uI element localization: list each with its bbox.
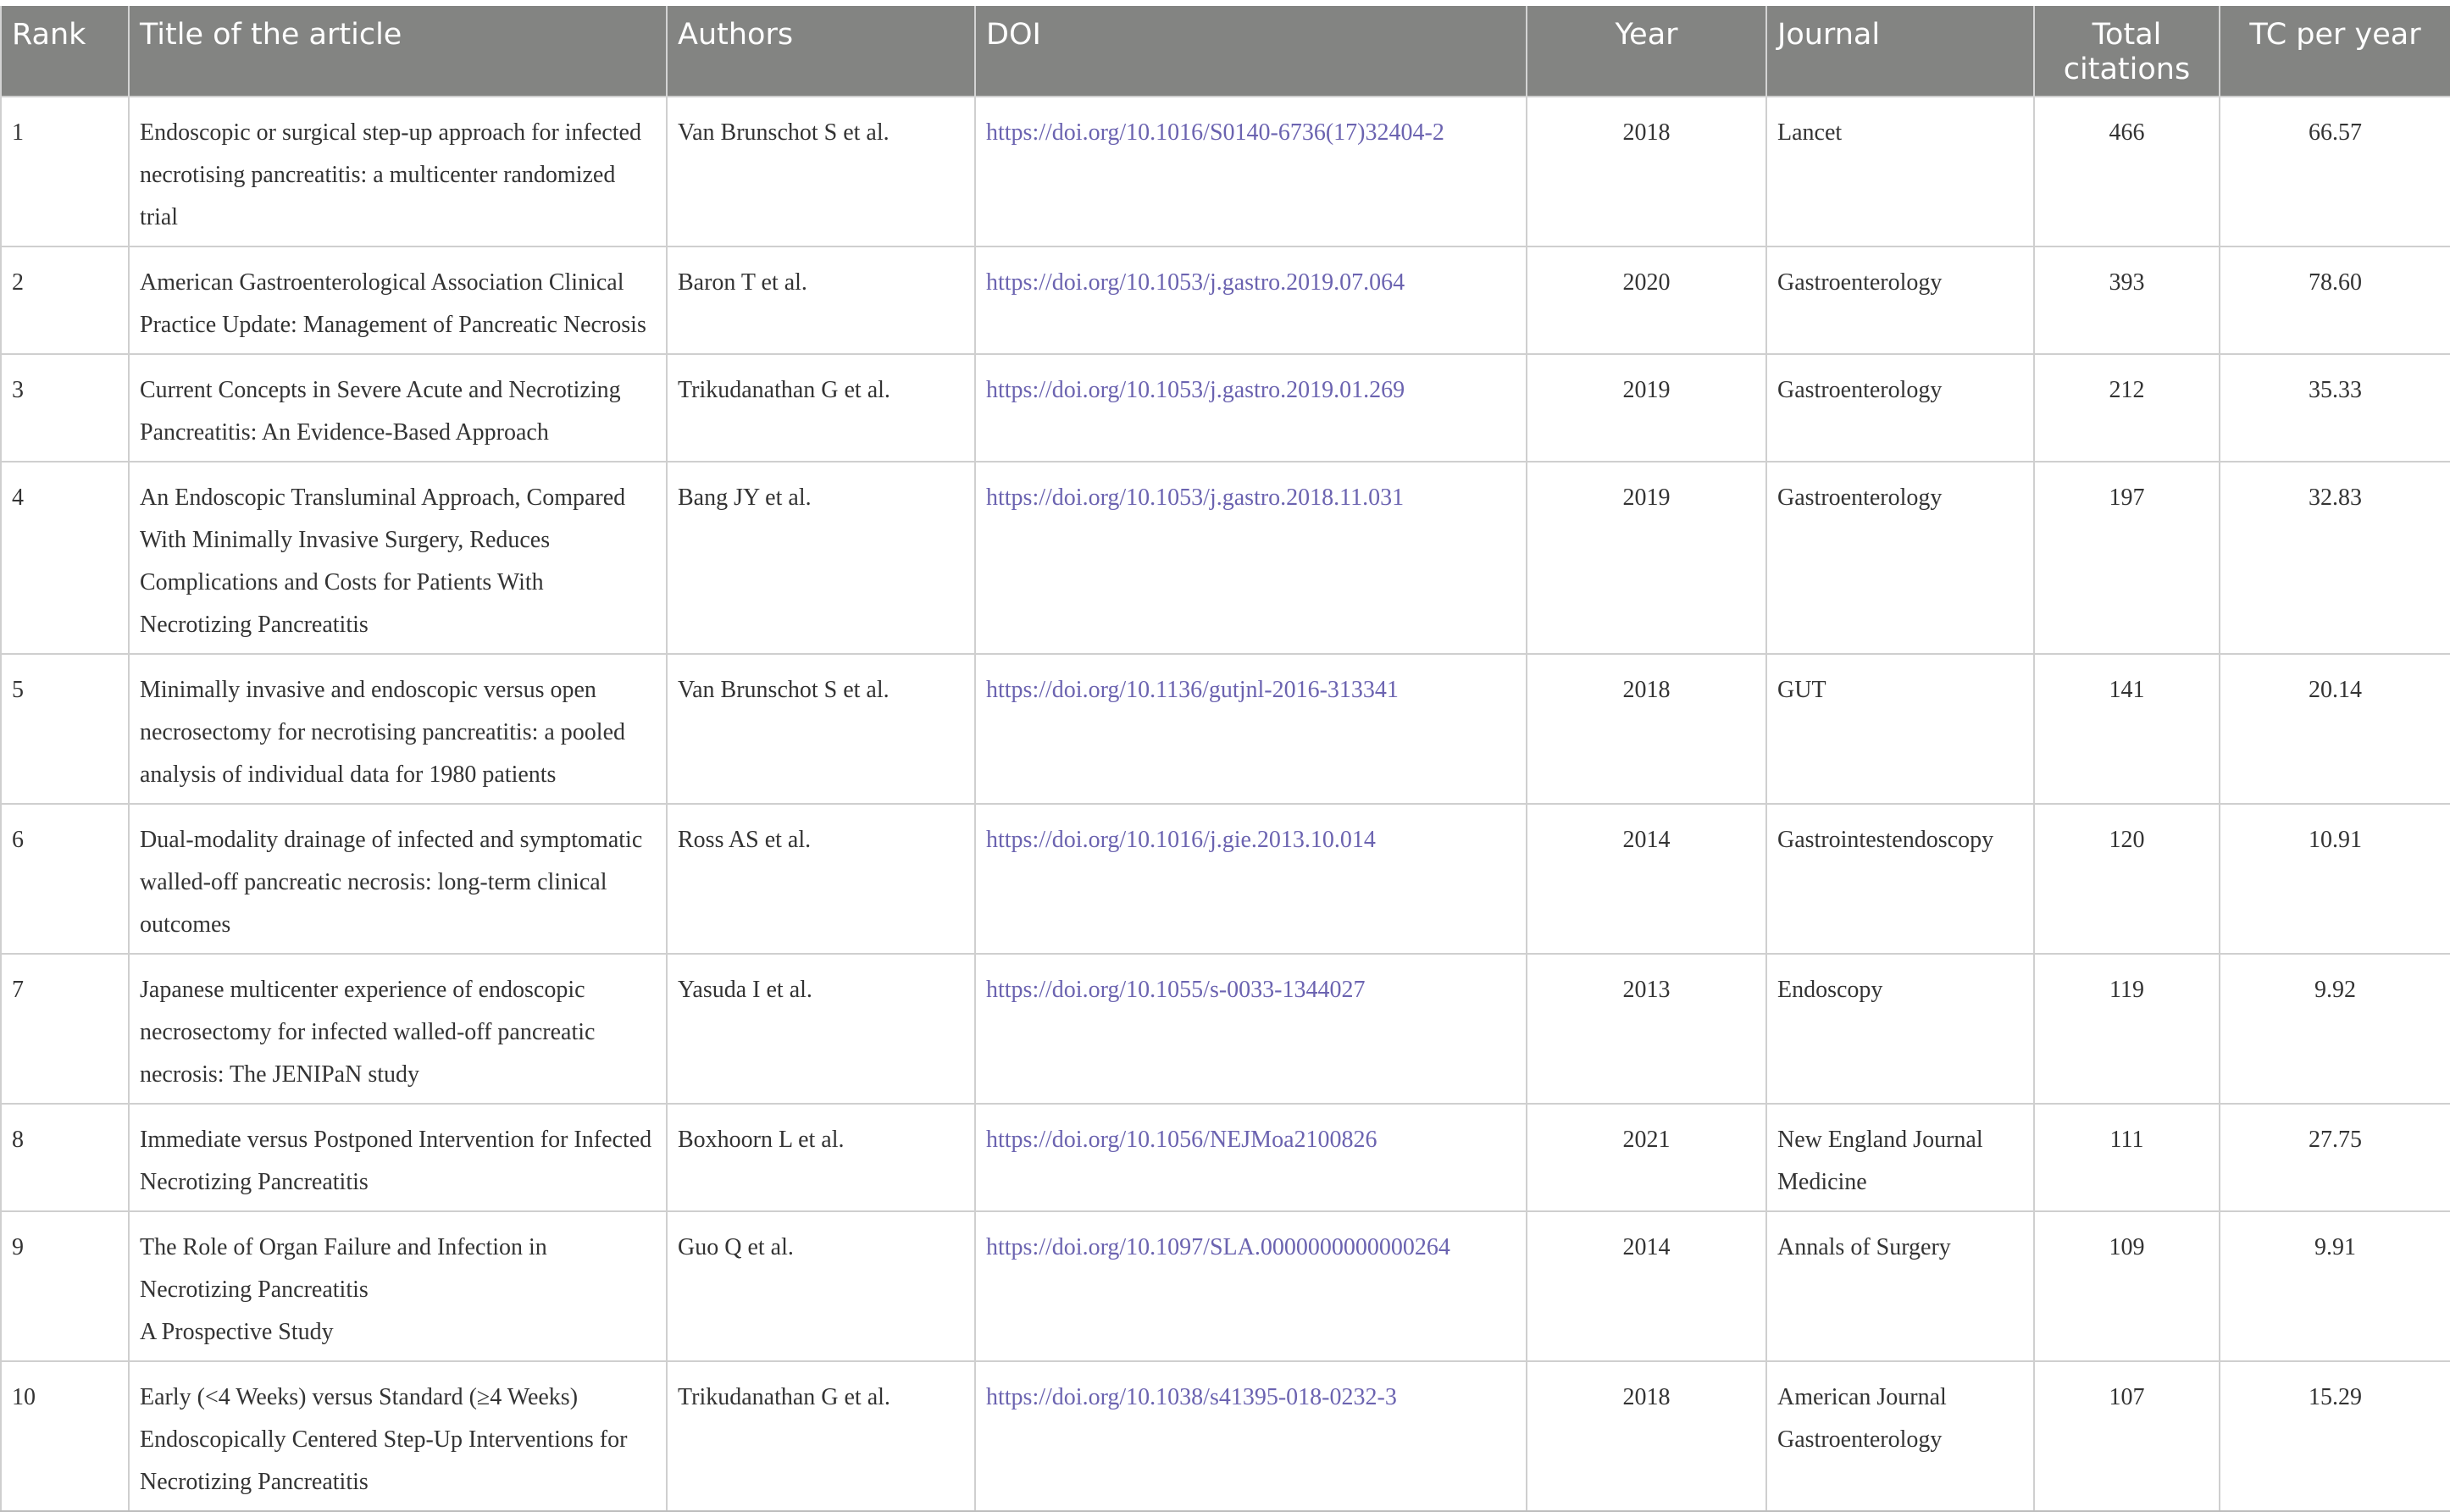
col-header-year: Year [1527, 6, 1766, 97]
table-row [1, 954, 2450, 1104]
table-row [1, 246, 2450, 354]
cell-title [129, 1361, 667, 1511]
cell-year: 2013 [1527, 954, 1766, 1104]
cell-doi-link[interactable]: https://doi.org/10.1053/j.gastro.2019.07.064 [975, 246, 1527, 354]
cell-total-citations: 119 [2034, 954, 2220, 1104]
article-title: Early (<4 Weeks) versus Standard (≥4 Weeks) Endoscopically Centered Step-Up Interventions for Necrotizing Pancreatitis [140, 1384, 628, 1495]
article-title: Endoscopic or surgical step-up approach for infected necrotising pancreatitis: a multicenter randomized trial [140, 119, 641, 230]
col-header-tc-per-year: TC per year [2220, 6, 2450, 97]
cell-journal: Gastroenterology [1766, 246, 2034, 354]
cell-doi-link[interactable]: https://doi.org/10.1056/NEJMoa2100826 [975, 1104, 1527, 1211]
cell-tc-per-year: 32.83 [2220, 462, 2450, 654]
cell-rank: 2 [1, 246, 129, 354]
cell-total-citations: 212 [2034, 354, 2220, 462]
cell-doi-link[interactable]: https://doi.org/10.1053/j.gastro.2018.11.031 [975, 462, 1527, 654]
article-title: Immediate versus Postponed Intervention for Infected Necrotizing Pancreatitis [140, 1127, 652, 1195]
cell-title [129, 804, 667, 954]
cell-year: 2021 [1527, 1104, 1766, 1211]
cell-year: 2014 [1527, 804, 1766, 954]
cell-title [129, 462, 667, 654]
cell-journal: New England Journal Medicine [1766, 1104, 2034, 1211]
cell-doi-link[interactable]: https://doi.org/10.1038/s41395-018-0232-3 [975, 1361, 1527, 1511]
header-row [1, 6, 2450, 97]
cell-title [129, 1104, 667, 1211]
cell-total-citations: 109 [2034, 1211, 2220, 1361]
cell-authors: Boxhoorn L et al. [667, 1104, 975, 1211]
cell-tc-per-year: 9.91 [2220, 1211, 2450, 1361]
article-title: An Endoscopic Transluminal Approach, Compared With Minimally Invasive Surgery, Reduces Complications and Costs for Patients With Necrotizing Pancreatitis [140, 485, 626, 638]
table-row [1, 804, 2450, 954]
cell-doi-link[interactable]: https://doi.org/10.1055/s-0033-1344027 [975, 954, 1527, 1104]
cell-total-citations: 466 [2034, 97, 2220, 246]
cell-rank: 8 [1, 1104, 129, 1211]
cell-title [129, 246, 667, 354]
cell-journal: Endoscopy [1766, 954, 2034, 1104]
cell-tc-per-year: 35.33 [2220, 354, 2450, 462]
cell-rank: 5 [1, 654, 129, 804]
cell-year: 2019 [1527, 354, 1766, 462]
article-subtitle: A Prospective Study [140, 1319, 334, 1345]
cell-journal: Annals of Surgery [1766, 1211, 2034, 1361]
article-title: American Gastroenterological Association Clinical Practice Update: Management of Pancreatic Necrosis [140, 269, 646, 338]
table-row [1, 97, 2450, 246]
cell-title [129, 1211, 667, 1361]
article-title: The Role of Organ Failure and Infection in Necrotizing Pancreatitis [140, 1234, 547, 1303]
cell-authors: Van Brunschot S et al. [667, 654, 975, 804]
cell-doi-link[interactable]: https://doi.org/10.1016/j.gie.2013.10.014 [975, 804, 1527, 954]
cell-journal: Gastroenterology [1766, 462, 2034, 654]
table-row [1, 1211, 2450, 1361]
cell-journal: Gastroenterology [1766, 354, 2034, 462]
cell-total-citations: 111 [2034, 1104, 2220, 1211]
cell-total-citations: 197 [2034, 462, 2220, 654]
cell-year: 2018 [1527, 654, 1766, 804]
table-row [1, 1361, 2450, 1511]
cell-rank: 4 [1, 462, 129, 654]
cell-doi-link[interactable]: https://doi.org/10.1097/SLA.0000000000000264 [975, 1211, 1527, 1361]
cell-authors: Bang JY et al. [667, 462, 975, 654]
citations-table [0, 6, 2450, 1512]
col-header-doi: DOI [975, 6, 1527, 97]
cell-title [129, 654, 667, 804]
cell-authors: Trikudanathan G et al. [667, 1361, 975, 1511]
cell-total-citations: 393 [2034, 246, 2220, 354]
article-title: Dual-modality drainage of infected and symptomatic walled-off pancreatic necrosis: long-term clinical outcomes [140, 827, 643, 938]
cell-tc-per-year: 66.57 [2220, 97, 2450, 246]
article-title: Japanese multicenter experience of endoscopic necrosectomy for infected walled-off pancreatic necrosis: The JENIPaN study [140, 977, 596, 1088]
cell-tc-per-year: 78.60 [2220, 246, 2450, 354]
table-row [1, 654, 2450, 804]
cell-title [129, 354, 667, 462]
col-header-total-citations: Total citations [2034, 6, 2220, 97]
col-header-rank: Rank [1, 6, 129, 97]
cell-rank: 9 [1, 1211, 129, 1361]
cell-year: 2019 [1527, 462, 1766, 654]
cell-rank: 6 [1, 804, 129, 954]
cell-total-citations: 120 [2034, 804, 2220, 954]
cell-journal: Gastrointestendoscopy [1766, 804, 2034, 954]
cell-title [129, 954, 667, 1104]
cell-authors: Guo Q et al. [667, 1211, 975, 1361]
cell-year: 2020 [1527, 246, 1766, 354]
table-row [1, 354, 2450, 462]
cell-total-citations: 107 [2034, 1361, 2220, 1511]
cell-doi-link[interactable]: https://doi.org/10.1016/S0140-6736(17)32404-2 [975, 97, 1527, 246]
cell-doi-link[interactable]: https://doi.org/10.1136/gutjnl-2016-313341 [975, 654, 1527, 804]
cell-journal: Lancet [1766, 97, 2034, 246]
cell-authors: Ross AS et al. [667, 804, 975, 954]
cell-tc-per-year: 20.14 [2220, 654, 2450, 804]
cell-authors: Baron T et al. [667, 246, 975, 354]
table-row [1, 462, 2450, 654]
cell-tc-per-year: 27.75 [2220, 1104, 2450, 1211]
article-title: Minimally invasive and endoscopic versus open necrosectomy for necrotising pancreatitis: a pooled analysis of individual data for 1980 patients [140, 677, 626, 788]
cell-rank: 1 [1, 97, 129, 246]
cell-year: 2018 [1527, 1361, 1766, 1511]
cell-journal: GUT [1766, 654, 2034, 804]
cell-rank: 3 [1, 354, 129, 462]
cell-tc-per-year: 10.91 [2220, 804, 2450, 954]
col-header-authors: Authors [667, 6, 975, 97]
cell-total-citations: 141 [2034, 654, 2220, 804]
cell-journal: American Journal Gastroenterology [1766, 1361, 2034, 1511]
col-header-journal: Journal [1766, 6, 2034, 97]
cell-tc-per-year: 9.92 [2220, 954, 2450, 1104]
cell-year: 2014 [1527, 1211, 1766, 1361]
cell-title [129, 97, 667, 246]
article-title: Current Concepts in Severe Acute and Necrotizing Pancreatitis: An Evidence-Based Approach [140, 377, 621, 446]
cell-year: 2018 [1527, 97, 1766, 246]
cell-doi-link[interactable]: https://doi.org/10.1053/j.gastro.2019.01.269 [975, 354, 1527, 462]
col-header-title: Title of the article [129, 6, 667, 97]
table-row [1, 1104, 2450, 1211]
cell-authors: Van Brunschot S et al. [667, 97, 975, 246]
cell-authors: Yasuda I et al. [667, 954, 975, 1104]
cell-rank: 10 [1, 1361, 129, 1511]
cell-tc-per-year: 15.29 [2220, 1361, 2450, 1511]
cell-rank: 7 [1, 954, 129, 1104]
cell-authors: Trikudanathan G et al. [667, 354, 975, 462]
